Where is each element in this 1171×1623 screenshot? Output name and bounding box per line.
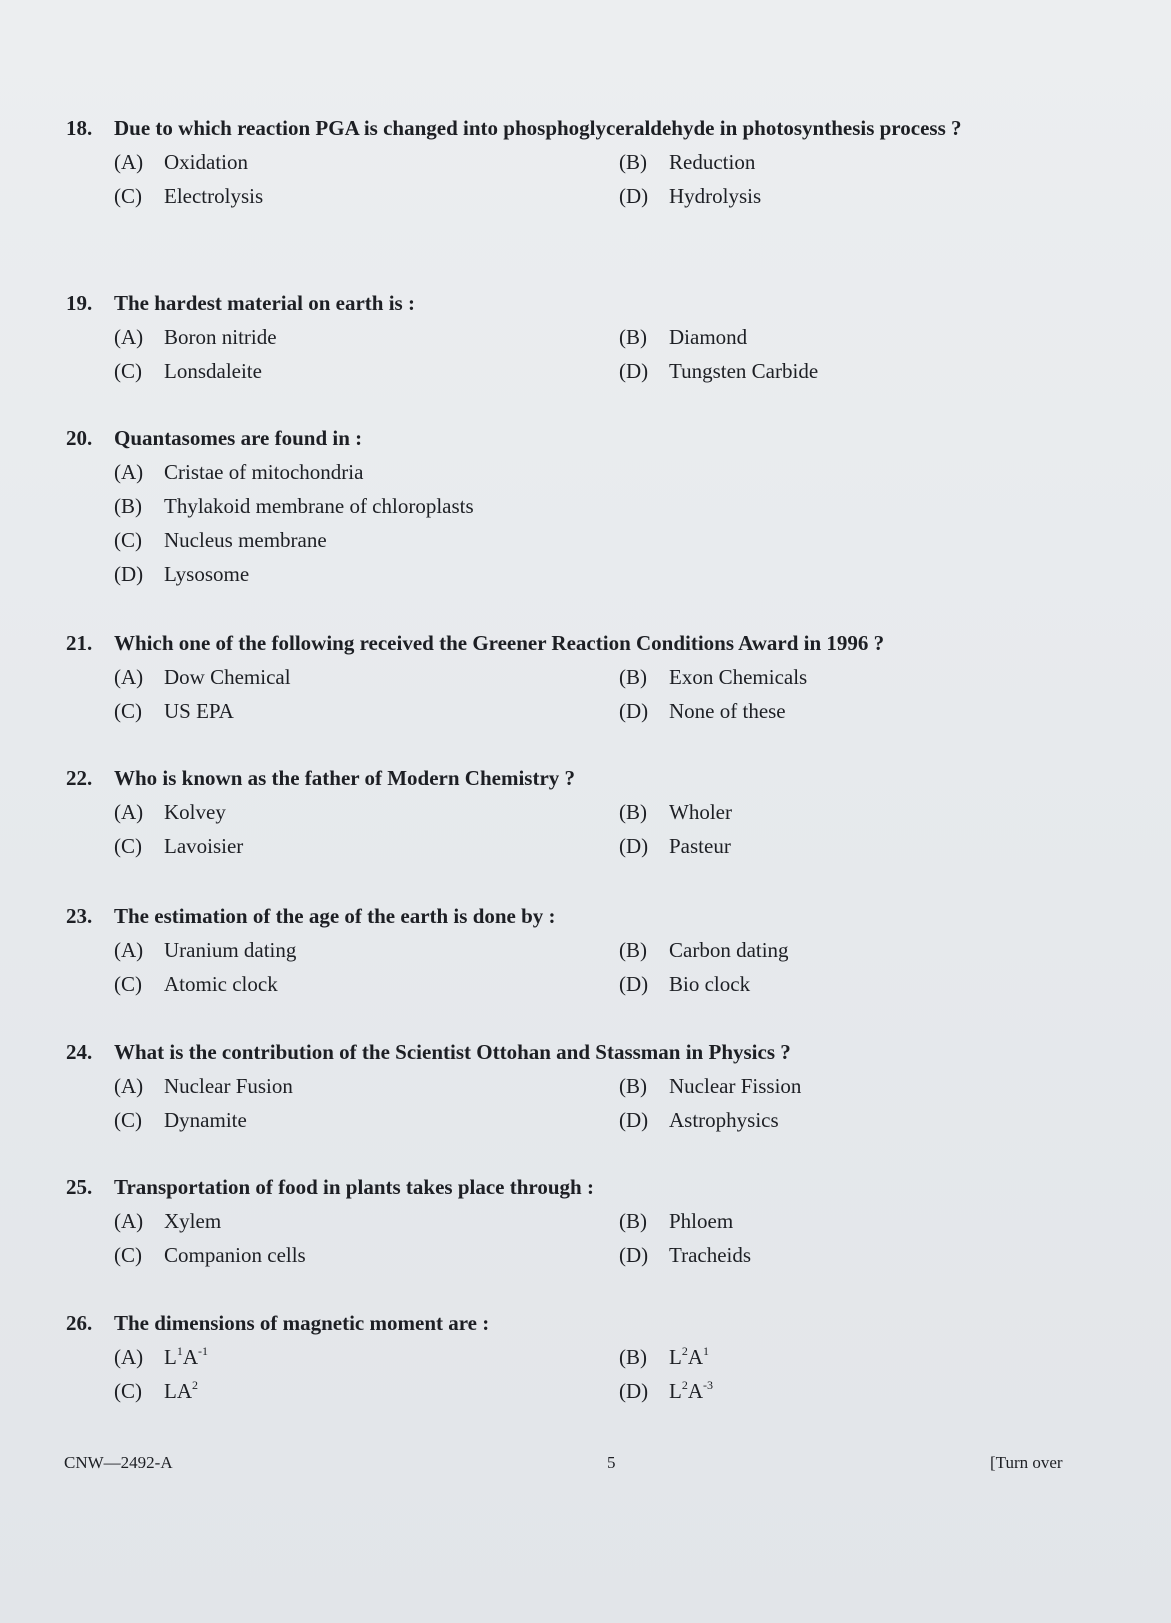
- option-c: (C) Dynamite: [114, 1108, 247, 1132]
- option-c: (C) Lavoisier: [114, 834, 244, 858]
- option-b: (B) Nuclear Fission: [619, 1074, 802, 1098]
- option-d: (D) Tungsten Carbide: [619, 359, 819, 383]
- question-text: Due to which reaction PGA is changed into phosphoglyceraldehyde in photosynthesis process ?: [114, 116, 962, 140]
- paper-code: CNW—2492-A: [64, 1453, 173, 1472]
- question-25: [66, 1171, 1066, 1272]
- question-number: 23.: [66, 904, 93, 928]
- question-22: [66, 762, 1066, 863]
- question-text: The hardest material on earth is :: [114, 291, 415, 315]
- question-23: [66, 900, 1066, 1001]
- option-a: (A) Uranium dating: [114, 938, 297, 962]
- question-number: 24.: [66, 1040, 93, 1064]
- question-number: 25.: [66, 1175, 93, 1199]
- question-number: 21.: [66, 631, 93, 655]
- question-text: Quantasomes are found in :: [114, 426, 363, 450]
- question-text: The dimensions of magnetic moment are :: [114, 1311, 490, 1335]
- option-d: (D) None of these: [619, 699, 786, 723]
- turn-over-note: [Turn over: [990, 1453, 1063, 1472]
- option-a: (A) $L^1A^{-1}$: [114, 1344, 208, 1369]
- question-24: [66, 1036, 1066, 1137]
- option-d: (D) $L^2A^{-3}$: [619, 1378, 713, 1403]
- question-text: Which one of the following received the Greener Reaction Conditions Award in 1996 ?: [114, 631, 885, 655]
- question-18: [66, 112, 1066, 213]
- question-20: [66, 422, 1066, 591]
- option-a: (A) Nuclear Fusion: [114, 1074, 293, 1098]
- option-c: (C) Nucleus membrane: [114, 528, 327, 552]
- question-19: [66, 287, 1066, 388]
- option-c: (C) Electrolysis: [114, 184, 264, 208]
- option-d: (D) Lysosome: [114, 562, 250, 586]
- option-b: (B) Exon Chemicals: [619, 665, 808, 689]
- option-c: (C) Lonsdaleite: [114, 359, 262, 383]
- option-b: (B) $L^2A^1$: [619, 1344, 709, 1369]
- question-number: 18.: [66, 116, 93, 140]
- option-b: (B) Reduction: [619, 150, 756, 174]
- option-a: (A) Dow Chemical: [114, 665, 291, 689]
- option-b: (B) Wholer: [619, 800, 732, 824]
- option-d: (D) Pasteur: [619, 834, 731, 858]
- option-c: (C) Companion cells: [114, 1243, 306, 1267]
- option-d: (D) Astrophysics: [619, 1108, 779, 1132]
- question-21: [66, 627, 1066, 728]
- question-number: 19.: [66, 291, 93, 315]
- option-d: (D) Hydrolysis: [619, 184, 762, 208]
- option-a: (A) Boron nitride: [114, 325, 277, 349]
- question-text: The estimation of the age of the earth is done by :: [114, 904, 556, 928]
- option-d: (D) Bio clock: [619, 972, 751, 996]
- question-number: 26.: [66, 1311, 93, 1335]
- option-a: (A) Xylem: [114, 1209, 222, 1233]
- page-number: 5: [607, 1453, 616, 1472]
- option-b: (B) Diamond: [619, 325, 748, 349]
- question-text: Who is known as the father of Modern Chemistry ?: [114, 766, 576, 790]
- option-a: (A) Kolvey: [114, 800, 226, 824]
- option-d: (D) Tracheids: [619, 1243, 752, 1267]
- option-a: (A) Oxidation: [114, 150, 248, 174]
- question-26: [66, 1307, 1066, 1408]
- option-a: (A) Cristae of mitochondria: [114, 460, 364, 484]
- option-b: (B) Carbon dating: [619, 938, 789, 962]
- option-c: (C) Atomic clock: [114, 972, 278, 996]
- option-c: (C) $LA^2$: [114, 1378, 198, 1403]
- question-number: 22.: [66, 766, 93, 790]
- option-b: (B) Thylakoid membrane of chloroplasts: [114, 494, 474, 518]
- question-number: 20.: [66, 426, 93, 450]
- option-c: (C) US EPA: [114, 699, 234, 723]
- question-text: What is the contribution of the Scientist Ottohan and Stassman in Physics ?: [114, 1040, 791, 1064]
- question-text: Transportation of food in plants takes place through :: [114, 1175, 594, 1199]
- option-b: (B) Phloem: [619, 1209, 734, 1233]
